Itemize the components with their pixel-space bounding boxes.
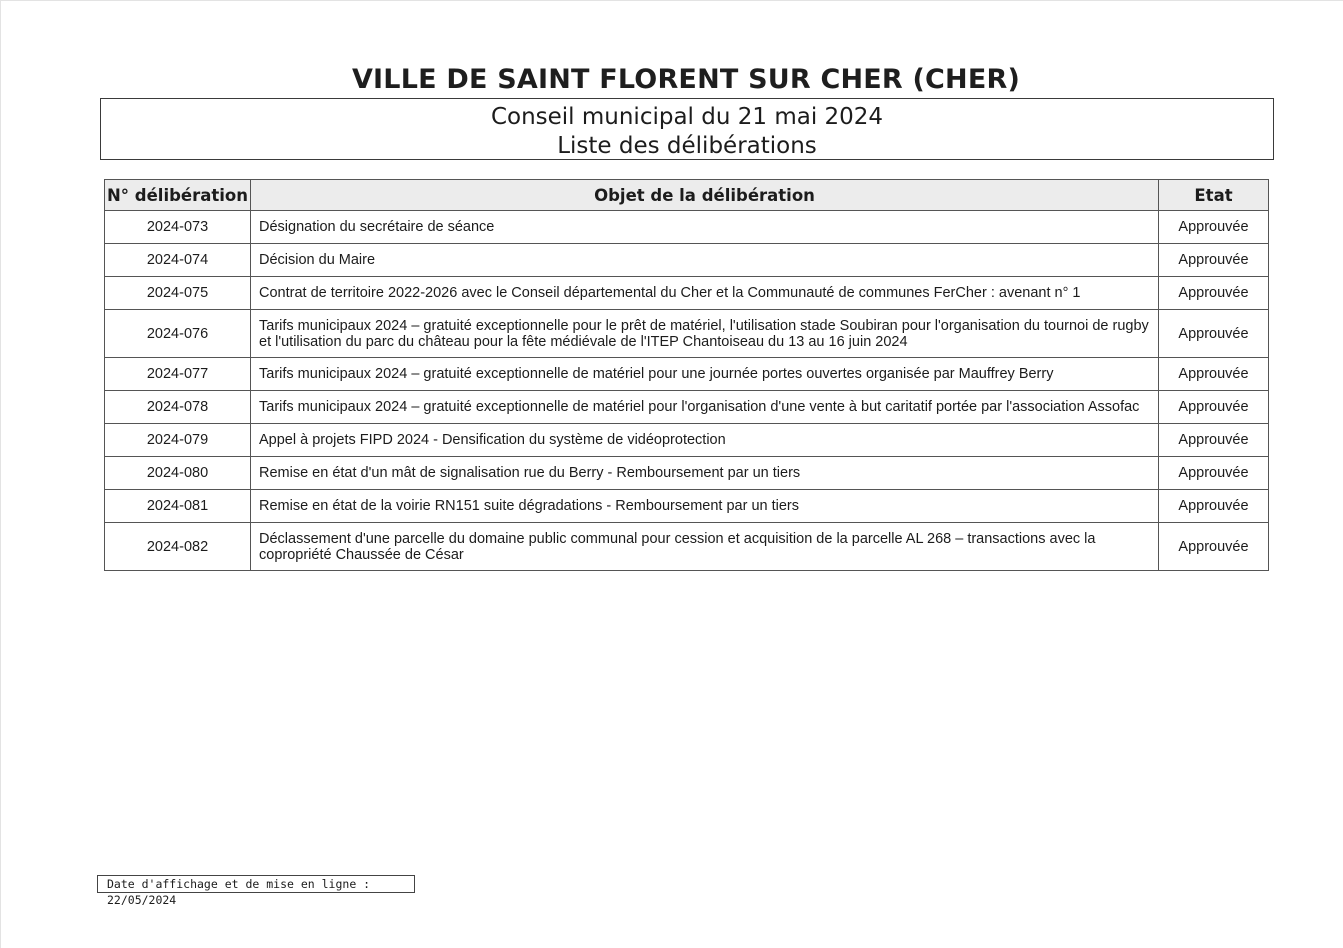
deliberation-number: 2024-074 — [105, 244, 251, 277]
deliberation-number: 2024-079 — [105, 424, 251, 457]
deliberation-status: Approuvée — [1159, 211, 1269, 244]
deliberation-status: Approuvée — [1159, 457, 1269, 490]
deliberation-status: Approuvée — [1159, 277, 1269, 310]
council-header-box — [100, 98, 1274, 160]
deliberation-status: Approuvée — [1159, 490, 1269, 523]
posting-date-box: Date d'affichage et de mise en ligne : 22/05/2024 — [97, 875, 415, 893]
deliberation-number: 2024-078 — [105, 391, 251, 424]
header-numero: N° délibération — [105, 180, 251, 211]
table-row — [105, 523, 1269, 571]
deliberation-object: Tarifs municipaux 2024 – gratuité exceptionnelle pour le prêt de matériel, l'utilisation stade Soubiran pour l'organisation du tournoi de rugby et l'utilisation du parc du château pour la fête médiévale de l'ITEP Chantoiseau du 13 au 16 juin 2024 — [251, 310, 1159, 358]
table-row — [105, 277, 1269, 310]
table-row — [105, 211, 1269, 244]
document-title: VILLE DE SAINT FLORENT SUR CHER (CHER) — [351, 64, 1021, 95]
table-row — [105, 391, 1269, 424]
deliberation-object: Tarifs municipaux 2024 – gratuité exceptionnelle de matériel pour une journée portes ouvertes organisée par Mauffrey Berry — [251, 358, 1159, 391]
deliberations-table — [104, 179, 1269, 571]
deliberation-status: Approuvée — [1159, 244, 1269, 277]
deliberation-object: Tarifs municipaux 2024 – gratuité exceptionnelle de matériel pour l'organisation d'une vente à but caritatif portée par l'association Assofac — [251, 391, 1159, 424]
deliberation-number: 2024-082 — [105, 523, 251, 571]
deliberation-object: Désignation du secrétaire de séance — [251, 211, 1159, 244]
deliberation-number: 2024-080 — [105, 457, 251, 490]
deliberation-number: 2024-075 — [105, 277, 251, 310]
header-etat: Etat — [1159, 180, 1269, 211]
deliberation-status: Approuvée — [1159, 358, 1269, 391]
deliberation-number: 2024-076 — [105, 310, 251, 358]
deliberation-object: Remise en état de la voirie RN151 suite dégradations - Remboursement par un tiers — [251, 490, 1159, 523]
deliberation-object: Déclassement d'une parcelle du domaine public communal pour cession et acquisition de la parcelle AL 268 – transactions avec la copropriété Chaussée de César — [251, 523, 1159, 571]
deliberation-number: 2024-081 — [105, 490, 251, 523]
table-row — [105, 310, 1269, 358]
deliberation-status: Approuvée — [1159, 391, 1269, 424]
deliberation-status: Approuvée — [1159, 523, 1269, 571]
table-row — [105, 244, 1269, 277]
deliberation-object: Décision du Maire — [251, 244, 1159, 277]
header-objet: Objet de la délibération — [251, 180, 1159, 211]
deliberation-status: Approuvée — [1159, 310, 1269, 358]
deliberation-object: Remise en état d'un mât de signalisation rue du Berry - Remboursement par un tiers — [251, 457, 1159, 490]
scan-edge-left — [0, 0, 1, 948]
deliberation-number: 2024-077 — [105, 358, 251, 391]
deliberation-object: Contrat de territoire 2022-2026 avec le Conseil départemental du Cher et la Communauté de communes FerCher : avenant n° 1 — [251, 277, 1159, 310]
scan-edge-top — [0, 0, 1343, 1]
table-row — [105, 358, 1269, 391]
table-header-row — [105, 180, 1269, 211]
deliberation-object: Appel à projets FIPD 2024 - Densification du système de vidéoprotection — [251, 424, 1159, 457]
table-row — [105, 490, 1269, 523]
list-title: Liste des délibérations — [557, 133, 817, 159]
table-row — [105, 424, 1269, 457]
council-date: Conseil municipal du 21 mai 2024 — [490, 104, 884, 130]
deliberation-number: 2024-073 — [105, 211, 251, 244]
table-row — [105, 457, 1269, 490]
deliberation-status: Approuvée — [1159, 424, 1269, 457]
